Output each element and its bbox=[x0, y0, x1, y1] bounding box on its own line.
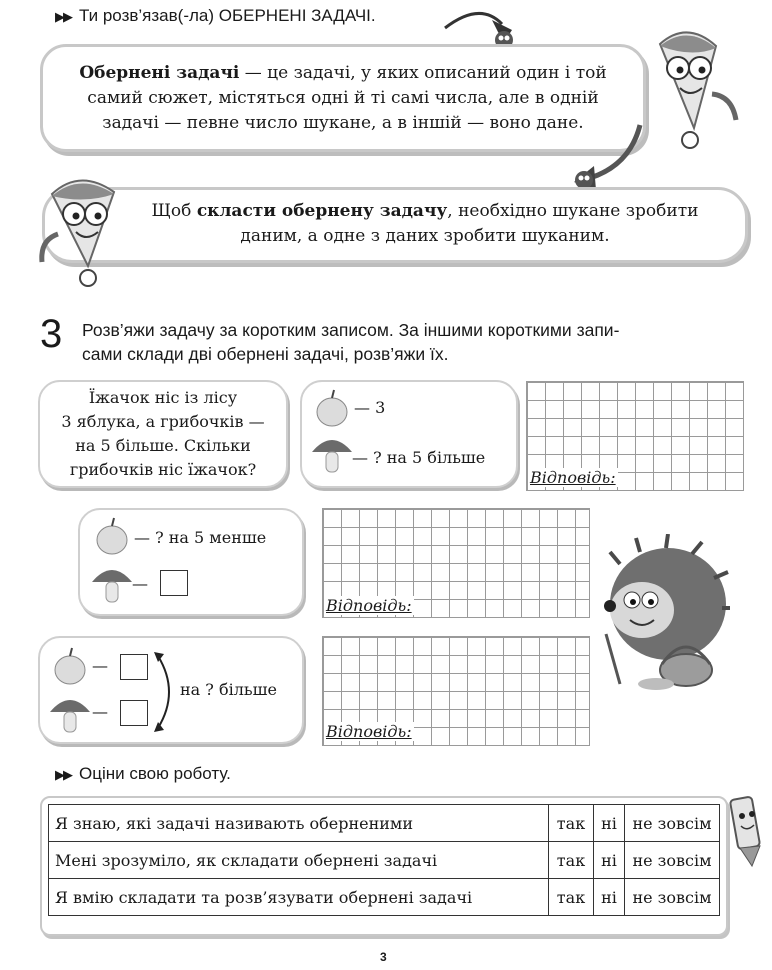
apple-icon bbox=[314, 388, 350, 428]
record2-apple-text: — ? на 5 менше bbox=[134, 528, 267, 547]
definition-text-1: — це задачі, у яких описаний один і той bbox=[239, 63, 607, 83]
partly-option[interactable]: не зовсім bbox=[625, 879, 720, 916]
answer-cell[interactable] bbox=[120, 700, 148, 726]
yes-option[interactable]: так bbox=[549, 842, 594, 879]
table-row bbox=[49, 879, 720, 916]
rule-prefix: Щоб bbox=[151, 201, 197, 221]
rule-text-1: , необхідно шукане зробити bbox=[447, 201, 699, 221]
task-text-2: сами склади дві обернені задачі, розв’яжи їх. bbox=[82, 344, 449, 364]
no-option[interactable]: ні bbox=[594, 842, 625, 879]
definition-term: Обернені задачі bbox=[79, 63, 240, 83]
statement-cell: Мені зрозуміло, як складати обернені задачі bbox=[49, 842, 549, 879]
bullet-arrow-icon: ▶▶ bbox=[55, 767, 71, 782]
double-arrow-bracket-icon bbox=[154, 650, 180, 734]
rule-bold: скласти обернену задачу bbox=[196, 201, 448, 221]
no-option[interactable]: ні bbox=[594, 805, 625, 842]
definition-box bbox=[40, 44, 646, 152]
curved-arrow-icon bbox=[560, 120, 660, 195]
mushroom-icon bbox=[90, 562, 134, 606]
short-record-box-3 bbox=[38, 636, 304, 744]
mascot-pencil-character-icon bbox=[30, 170, 140, 290]
statement-cell: Я вмію складати та розв’язувати обернені задачі bbox=[49, 879, 549, 916]
task-number: 3 bbox=[40, 312, 63, 356]
record3-mushroom-text: — bbox=[92, 702, 108, 721]
task-text-1: Розв’яжи задачу за коротким записом. За іншими короткими запи- bbox=[82, 320, 620, 340]
apple-icon bbox=[94, 516, 130, 556]
answer-label-3: Відповідь: bbox=[326, 722, 412, 741]
story-text-1: Їжачок ніс із лісу bbox=[88, 388, 238, 407]
answer-label-1: Відповідь: bbox=[530, 468, 616, 487]
self-check-title: ▶▶ Оціни свою роботу. bbox=[55, 764, 231, 783]
evaluation-frame bbox=[40, 796, 728, 936]
definition-text-3: задачі — певне число шукане, а в іншій — воно дане. bbox=[102, 113, 584, 133]
story-text-3: на 5 більше. Скільки bbox=[75, 436, 251, 455]
table-row bbox=[49, 805, 720, 842]
apple-icon bbox=[52, 646, 88, 686]
hedgehog-with-basket-icon bbox=[590, 534, 730, 694]
definition-text-2: самий сюжет, містяться одні й ті самі числа, але в одній bbox=[87, 88, 599, 108]
bullet-arrow-icon: ▶▶ bbox=[55, 9, 71, 24]
answer-cell[interactable] bbox=[160, 570, 188, 596]
no-option[interactable]: ні bbox=[594, 879, 625, 916]
yes-option[interactable]: так bbox=[549, 879, 594, 916]
yes-option[interactable]: так bbox=[549, 805, 594, 842]
record1-mushroom-text: — ? на 5 більше bbox=[352, 448, 486, 467]
short-record-box-2 bbox=[78, 508, 304, 616]
story-text-4: грибочків ніс їжачок? bbox=[69, 460, 257, 479]
story-text-2: 3 яблука, а грибочків — bbox=[61, 412, 265, 431]
partly-option[interactable]: не зовсім bbox=[625, 805, 720, 842]
statement-cell: Я знаю, які задачі називають оберненими bbox=[49, 805, 549, 842]
story-box bbox=[38, 380, 288, 488]
short-record-box-1 bbox=[300, 380, 518, 488]
rule-text-2: даним, а одне з даних зробити шуканим. bbox=[240, 226, 610, 246]
pencil-character-icon bbox=[726, 790, 770, 870]
record3-apple-text: — bbox=[92, 656, 108, 675]
record1-apple-text: — 3 bbox=[354, 398, 386, 417]
record3-compare-text: на ? більше bbox=[180, 680, 277, 699]
task-text bbox=[82, 318, 619, 366]
header-line: ▶▶ Ти розв’язав(-ла) ОБЕРНЕНІ ЗАДАЧІ. bbox=[55, 6, 376, 25]
record2-mushroom-text: — bbox=[132, 574, 148, 593]
page-number: 3 bbox=[380, 950, 387, 964]
mushroom-icon bbox=[48, 692, 92, 736]
rule-box bbox=[42, 187, 748, 263]
evaluation-table bbox=[48, 804, 720, 916]
partly-option[interactable]: не зовсім bbox=[625, 842, 720, 879]
mushroom-icon bbox=[310, 432, 354, 476]
answer-cell[interactable] bbox=[120, 654, 148, 680]
table-row bbox=[49, 842, 720, 879]
answer-label-2: Відповідь: bbox=[326, 596, 412, 615]
